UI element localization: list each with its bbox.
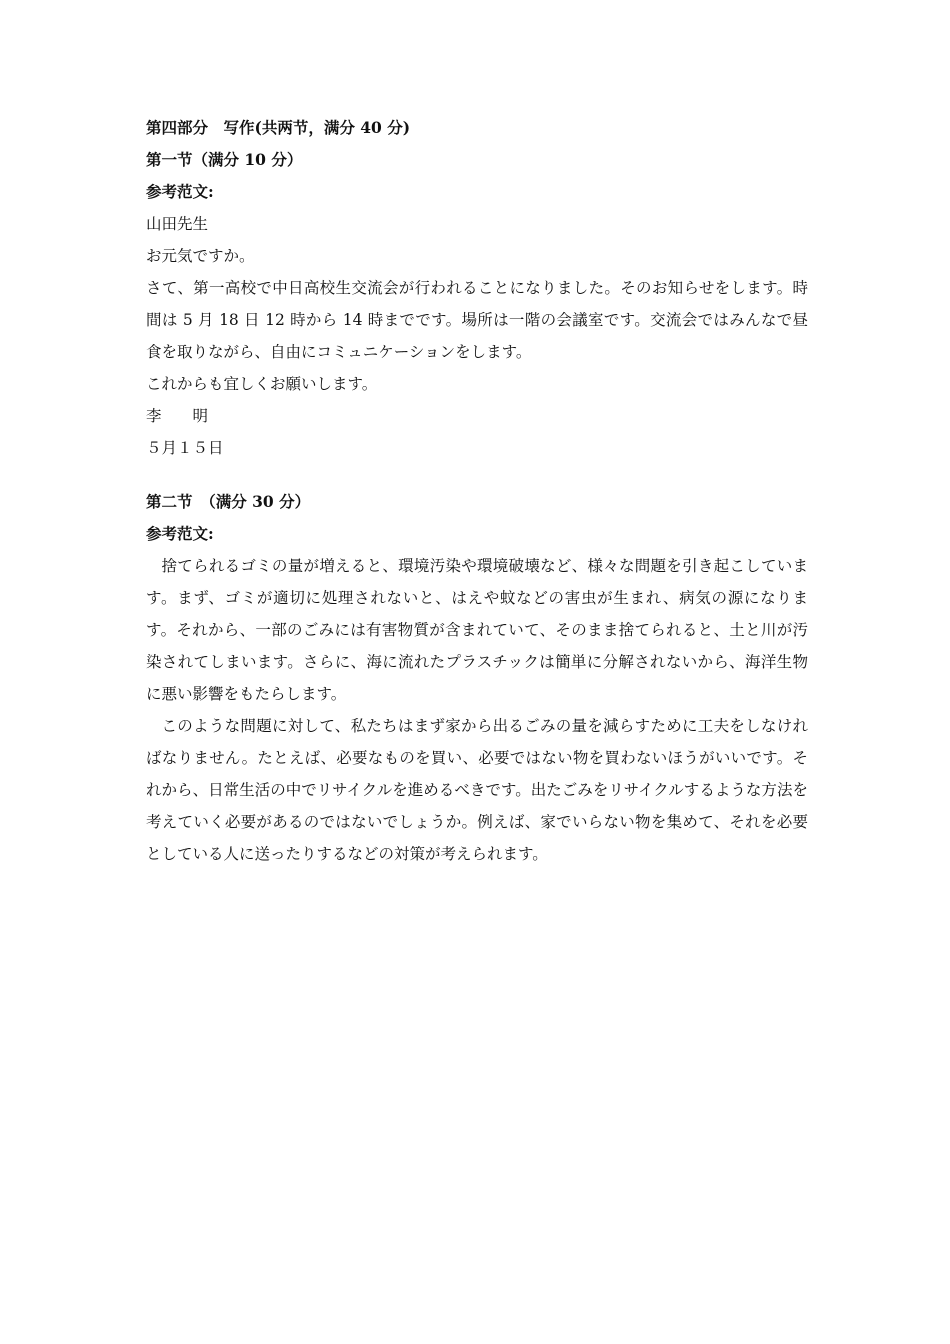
essay-paragraph-2: このような問題に対して、私たちはまず家から出るごみの量を減らすために工夫をしなければなりません。たとえば、必要なものを買い、必要ではない物を買わないほうがいいです。それから、日常生活の中でリサイクルを進めるべきです。出たごみをリサイクルするような方法を考えていく必要があるのではないでしょうか。例えば、家でいらない物を集めて、それを必要としている人に送ったりするなどの対策が考えられます。 — [146, 717, 808, 863]
letter-salutation: 山田先生 — [146, 215, 209, 233]
section1-label: 参考范文: — [146, 182, 214, 201]
letter-body: さて、第一高校で中日高校生交流会が行われることになりました。そのお知らせをします。時間は 5 月 18 日 12 時から 14 時までです。場所は一階の会議室です。交流会ではみんなで昼食を取りながら、自由にコミュニケーションをします。 — [146, 279, 808, 361]
section-spacer — [146, 464, 808, 486]
letter-greeting: お元気ですか。 — [146, 247, 255, 265]
document-page — [146, 112, 808, 870]
essay-paragraph-1: 捨てられるゴミの量が増えると、環境汚染や環境破壊など、様々な問題を引き起こしています。まず、ゴミが適切に処理されないと、はえや蚊などの害虫が生まれ、病気の源になります。それから、一部のごみには有害物質が含まれていて、そのまま捨てられると、土と川が汚染されてしまいます。さらに、海に流れたプラスチックは簡単に分解されないから、海洋生物に悪い影響をもたらします。 — [146, 557, 809, 703]
letter-date: ５月１５日 — [146, 439, 224, 457]
letter-signature: 李 明 — [146, 407, 209, 425]
section1-heading: 第一节（满分 10 分） — [146, 150, 303, 169]
part-heading: 第四部分 写作(共两节，满分 40 分) — [146, 118, 411, 137]
letter-closing: これからも宜しくお願いします。 — [146, 375, 378, 393]
section2-heading: 第二节 （满分 30 分） — [146, 492, 311, 511]
section2-label: 参考范文: — [146, 524, 214, 543]
